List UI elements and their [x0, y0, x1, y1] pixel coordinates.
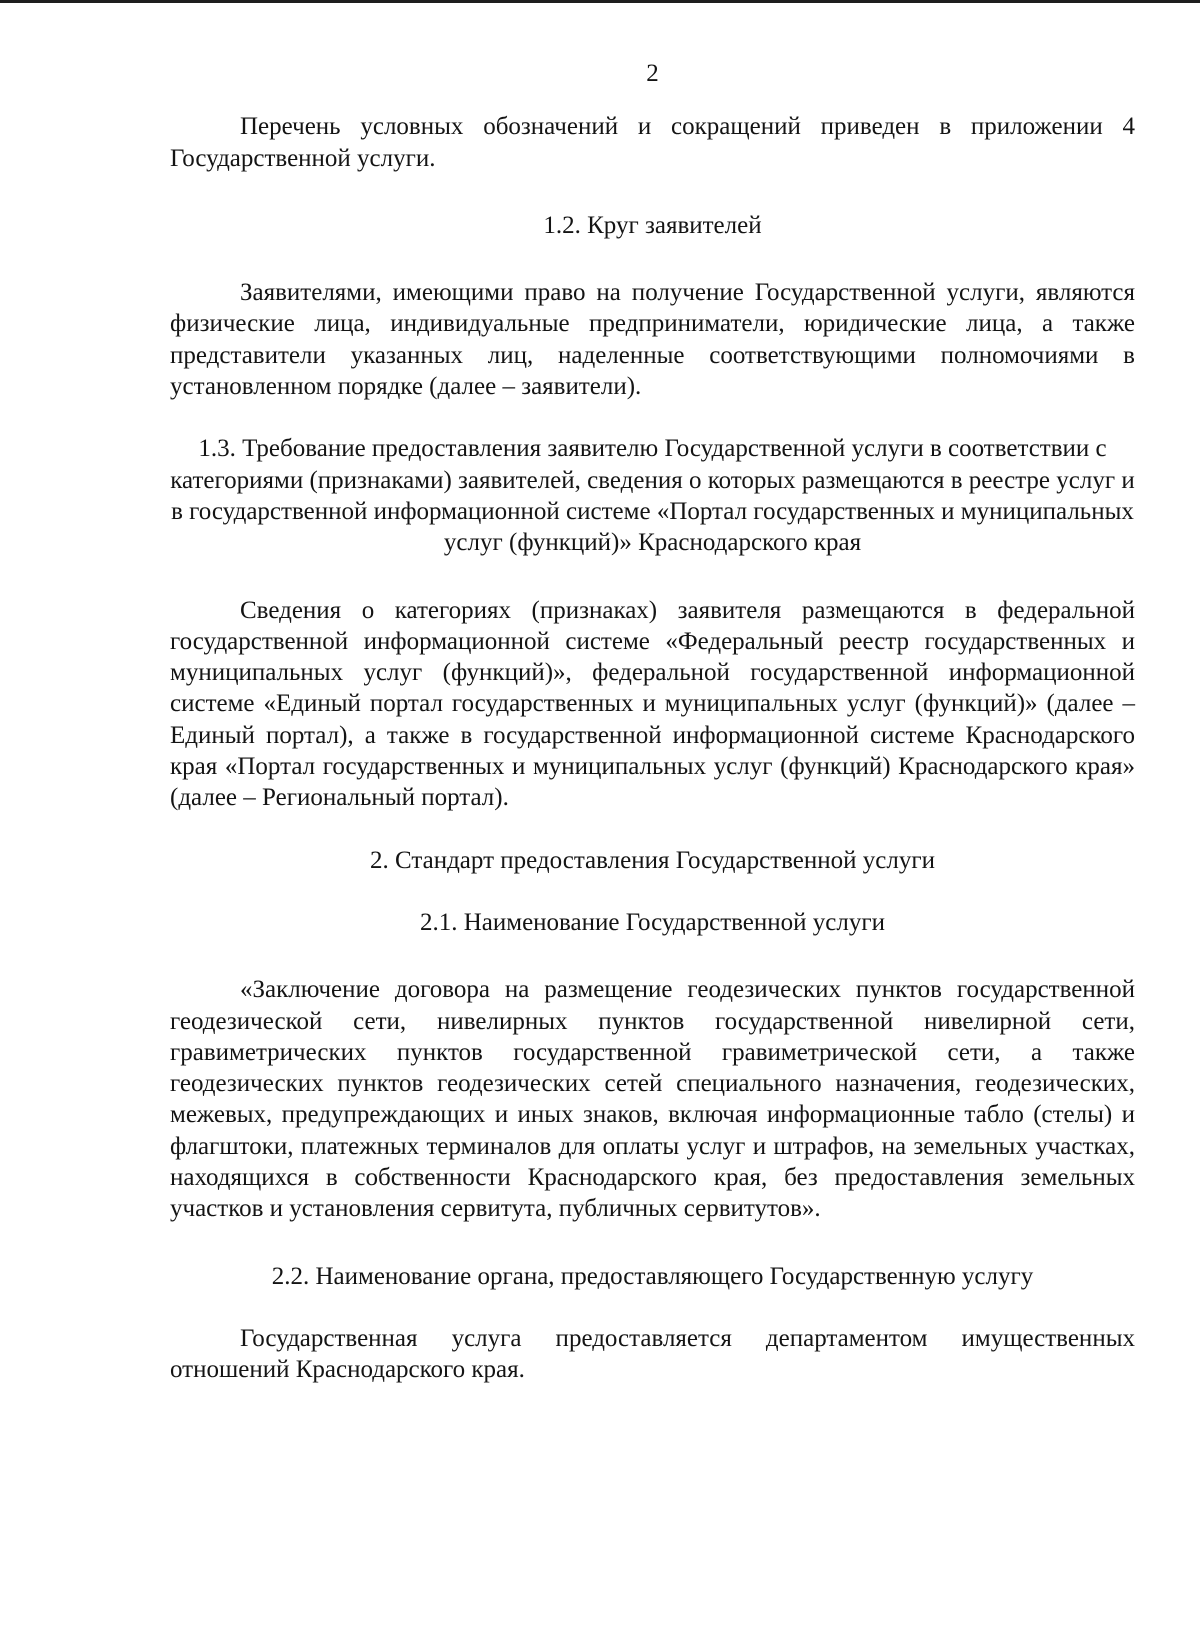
intro-paragraph: Перечень условных обозначений и сокращений приведен в приложении 4 Государственной услуги. — [170, 113, 1135, 172]
section-1-2-paragraph: Заявителями, имеющими право на получение Государственной услуги, являются физические лица, индивидуальные предприниматели, юридические лица, а также представители указанных лиц, наделенные соответствующими полномочиями в установленном порядке (далее – заявители). — [170, 279, 1135, 401]
section-2-2-heading: 2.2. Наименование органа, предоставляющего Государственную услугу — [271, 1262, 1034, 1290]
document-body — [170, 58, 1135, 1386]
section-2-1-paragraph: «Заключение договора на размещение геодезических пунктов государственной геодезической сети, нивелирных пунктов государственной нивелирной сети, гравиметрических пунктов государственной гравиметрической сети, а также геодезических пунктов геодезических сетей специального назначения, геодезических, межевых, предупреждающих и иных знаков, включая информационные табло (стелы) и флагштоки, платежных терминалов для оплаты услуг и штрафов, на земельных участках, находящихся в собственности Краснодарского края, без предоставления земельных участков и установления сервитута, публичных сервитутов». — [170, 976, 1135, 1223]
section-2-2-paragraph: Государственная услуга предоставляется департаментом имущественных отношений Краснодарского края. — [170, 1324, 1135, 1384]
scan-top-edge — [0, 0, 1200, 3]
section-1-3-heading: 1.3. Требование предоставления заявителю Государственной услуги в соответствии с категориями (признаками) заявителей, сведения о которых размещаются в реестре услуг и в государственной информационной системе «Портал государственных и муниципальных услуг (функций)» Краснодарского края — [170, 435, 1135, 557]
section-1-2-heading: 1.2. Круг заявителей — [543, 211, 762, 239]
section-1-3-paragraph: Сведения о категориях (признаках) заявителя размещаются в федеральной государственной информационной системе «Федеральный реестр государственных и муниципальных услуг (функций)», федеральной государственной информационной системе «Единый портал государственных и муниципальных услуг (функций)» (далее – Единый портал), а также в государственной информационной системе Краснодарского края «Портал государственных и муниципальных услуг (функций) Краснодарского края» (далее – Региональный портал). — [170, 596, 1135, 812]
page-number: 2 — [646, 60, 659, 87]
section-2-heading: 2. Стандарт предоставления Государственной услуги — [370, 846, 935, 874]
section-2-1-heading: 2.1. Наименование Государственной услуги — [419, 908, 885, 936]
